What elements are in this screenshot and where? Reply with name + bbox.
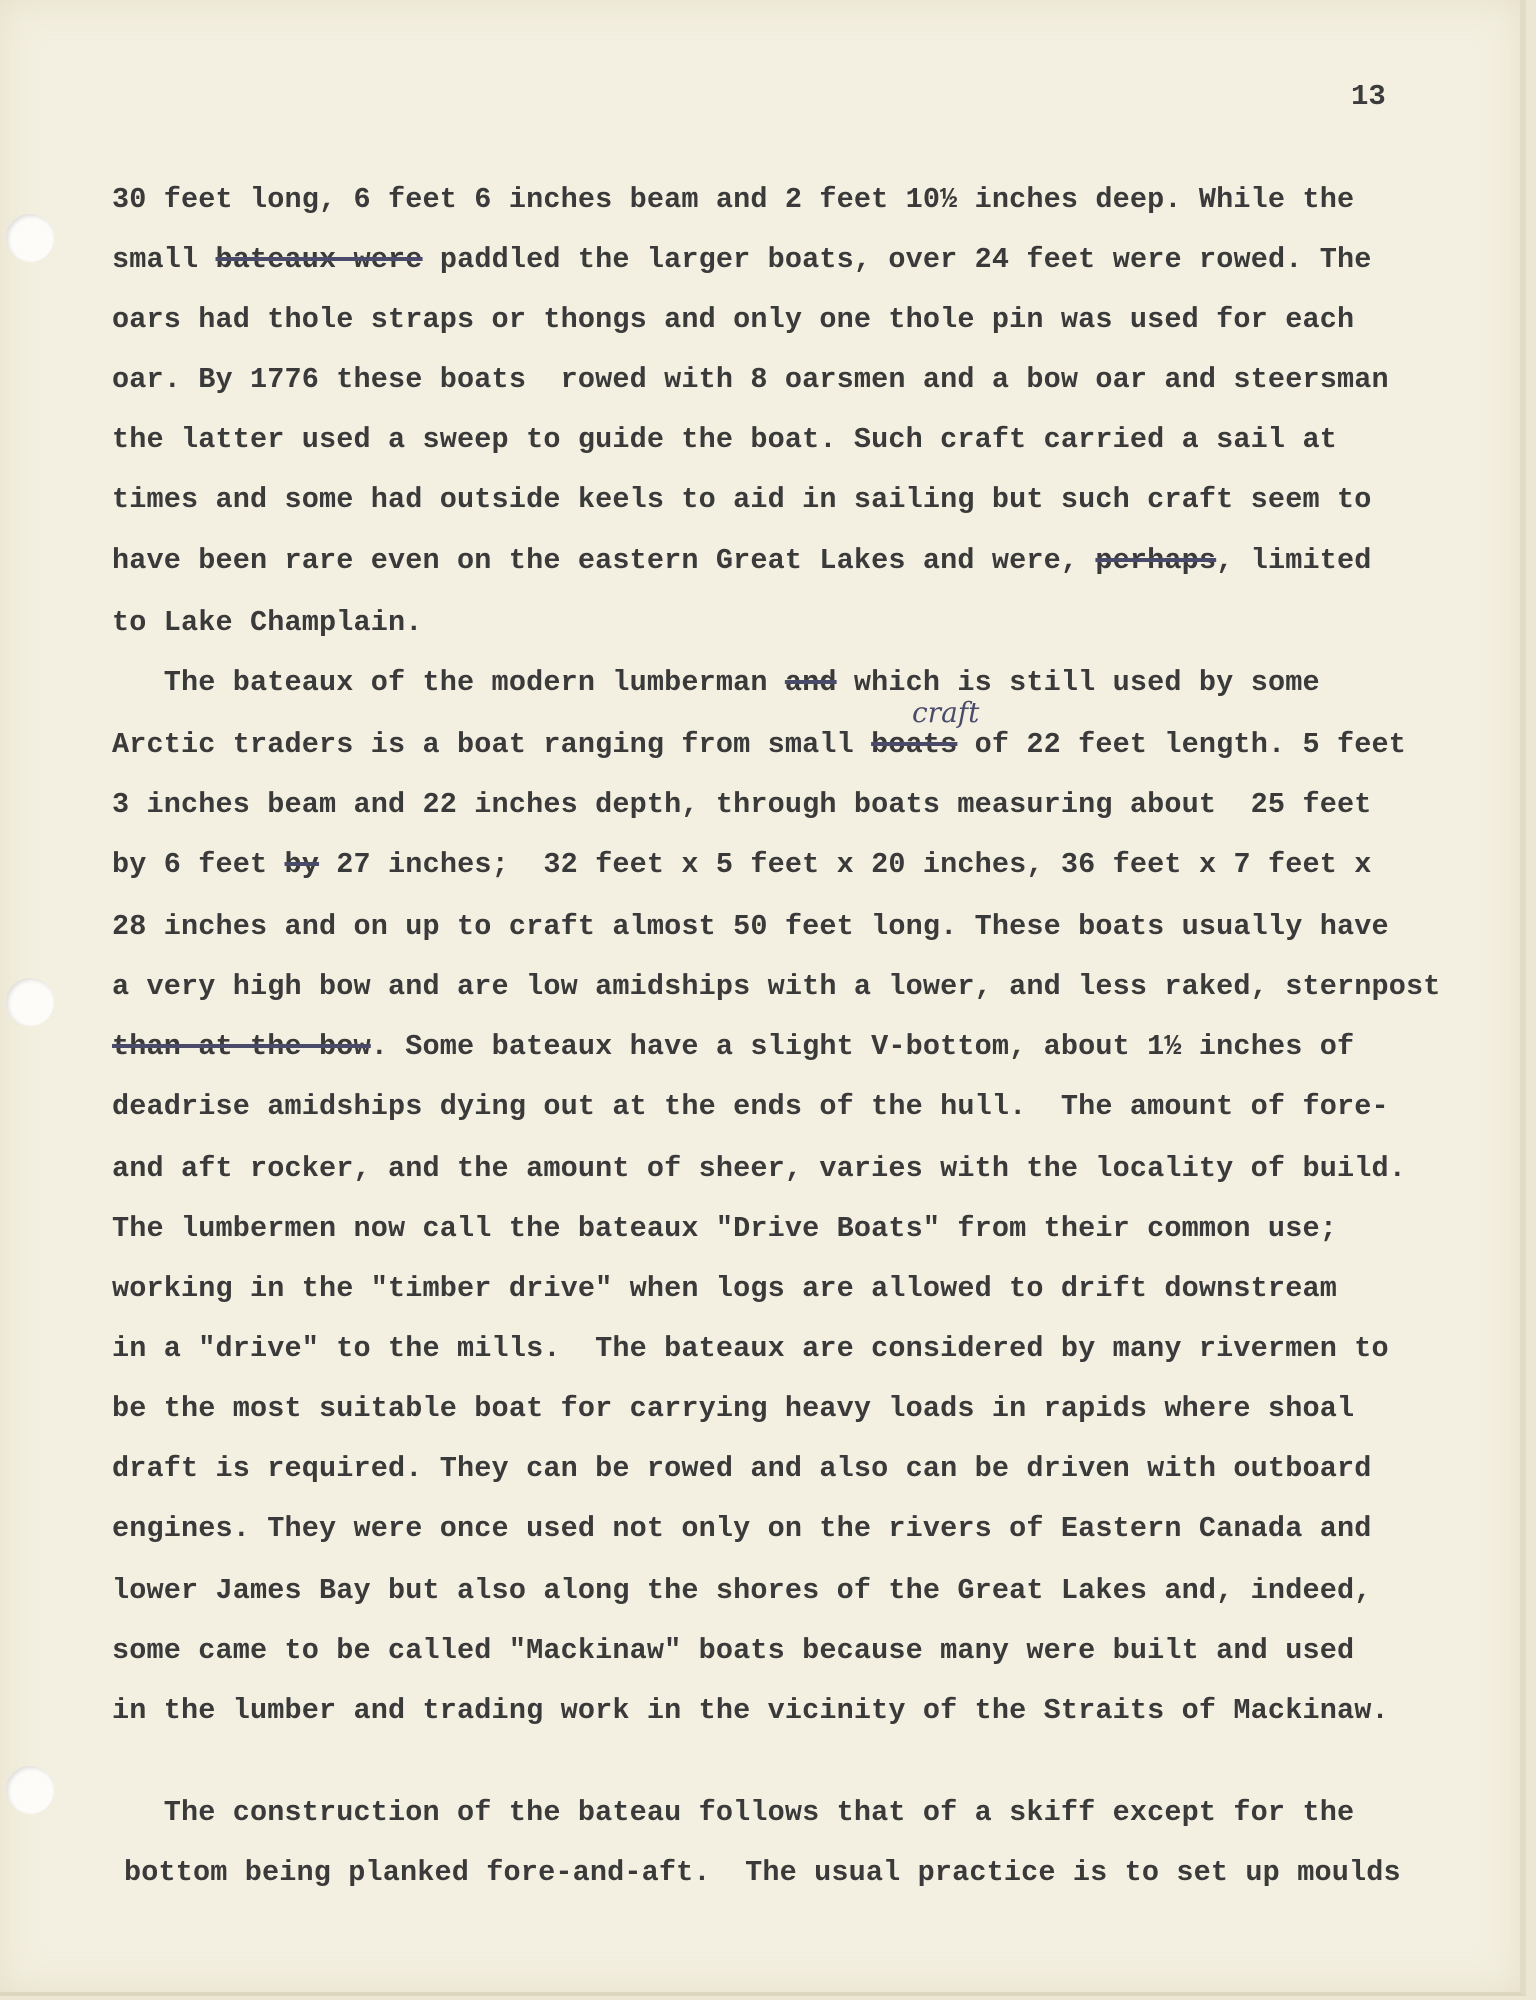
text-line	[112, 1154, 1406, 1184]
line-text: deadrise amidships dying out at the ends of the hull. The amount of fore-	[112, 1090, 1389, 1123]
line-text: bottom being planked fore-and-aft. The usual practice is to set up moulds	[124, 1856, 1401, 1889]
line-text: The construction of the bateau follows that of a skiff except for the	[112, 1796, 1355, 1829]
text-line	[112, 850, 1371, 880]
line-text: Arctic traders is a boat ranging from small	[112, 728, 872, 761]
binder-hole	[6, 978, 54, 1026]
text-line	[112, 730, 1406, 760]
text-line	[112, 185, 1354, 215]
text-line	[112, 425, 1337, 455]
text-line	[112, 1032, 1354, 1062]
text-line	[112, 912, 1389, 942]
line-text: draft is required. They can be rowed and also can be driven with outboard	[112, 1452, 1372, 1485]
text-line	[112, 1798, 1354, 1828]
line-text: engines. They were once used not only on the rivers of Eastern Canada and	[112, 1512, 1372, 1545]
struck-out-text: boats	[871, 728, 958, 761]
struck-out-text: by	[284, 848, 320, 881]
text-line	[124, 1858, 1401, 1888]
line-text: to Lake Champlain.	[112, 606, 423, 639]
text-line	[112, 790, 1371, 820]
text-line	[112, 1576, 1371, 1606]
line-text: , limited	[1216, 544, 1372, 577]
text-line	[112, 485, 1371, 515]
text-line	[112, 1514, 1371, 1544]
line-text: have been rare even on the eastern Great Lakes and were,	[112, 544, 1096, 577]
line-text: lower James Bay but also along the shores of the Great Lakes and, indeed,	[112, 1574, 1372, 1607]
line-text: oar. By 1776 these boats rowed with 8 oarsmen and a bow oar and steersman	[112, 363, 1389, 396]
text-line	[112, 1636, 1354, 1666]
line-text: be the most suitable boat for carrying heavy loads in rapids where shoal	[112, 1392, 1355, 1425]
line-text: times and some had outside keels to aid in sailing but such craft seem to	[112, 483, 1372, 516]
text-line	[112, 1274, 1337, 1304]
line-text: paddled the larger boats, over 24 feet were rowed. The	[422, 243, 1372, 276]
text-line	[112, 546, 1371, 576]
line-text: a very high bow and are low amidships with a lower, and less raked, sternpost	[112, 970, 1441, 1003]
line-text: which is still used by some	[836, 666, 1320, 699]
handwritten-insertion: craft	[912, 696, 980, 729]
line-text: 28 inches and on up to craft almost 50 feet long. These boats usually have	[112, 910, 1389, 943]
line-text: The lumbermen now call the bateaux "Drive Boats" from their common use;	[112, 1212, 1337, 1245]
line-text: some came to be called "Mackinaw" boats because many were built and used	[112, 1634, 1355, 1667]
text-line	[112, 972, 1440, 1002]
line-text: 3 inches beam and 22 inches depth, through boats measuring about 25 feet	[112, 788, 1372, 821]
text-line	[112, 1454, 1371, 1484]
line-text: in the lumber and trading work in the vicinity of the Straits of Mackinaw.	[112, 1694, 1389, 1727]
text-line	[112, 668, 1320, 698]
line-text: and aft rocker, and the amount of sheer, varies with the locality of build.	[112, 1152, 1406, 1185]
text-line	[112, 305, 1354, 335]
line-text: . Some bateaux have a slight V-bottom, about 1½ inches of	[370, 1030, 1355, 1063]
line-text: The bateaux of the modern lumberman	[112, 666, 785, 699]
line-text: of 22 feet length. 5 feet	[957, 728, 1406, 761]
struck-out-text: than at the bow	[112, 1030, 371, 1063]
text-line	[112, 1696, 1389, 1726]
text-line	[112, 1334, 1389, 1364]
line-text: in a "drive" to the mills. The bateaux are considered by many rivermen to	[112, 1332, 1389, 1365]
line-text: small	[112, 243, 216, 276]
line-text: oars had thole straps or thongs and only one thole pin was used for each	[112, 303, 1355, 336]
struck-out-text: bateaux were	[215, 243, 423, 276]
binder-hole	[6, 214, 54, 262]
page-number: 13	[1351, 80, 1386, 113]
text-line	[112, 1394, 1354, 1424]
binder-hole	[6, 1766, 54, 1814]
text-line	[112, 365, 1389, 395]
text-line	[112, 1092, 1389, 1122]
text-line	[112, 608, 423, 638]
line-text: 30 feet long, 6 feet 6 inches beam and 2 feet 10½ inches deep. While the	[112, 183, 1355, 216]
line-text: by 6 feet	[112, 848, 285, 881]
line-text: the latter used a sweep to guide the boat. Such craft carried a sail at	[112, 423, 1337, 456]
struck-out-text: perhaps	[1095, 544, 1217, 577]
struck-out-text: and	[784, 666, 837, 699]
line-text: working in the "timber drive" when logs are allowed to drift downstream	[112, 1272, 1337, 1305]
text-line	[112, 245, 1371, 275]
line-text: 27 inches; 32 feet x 5 feet x 20 inches, 36 feet x 7 feet x	[319, 848, 1372, 881]
text-line	[112, 1214, 1337, 1244]
